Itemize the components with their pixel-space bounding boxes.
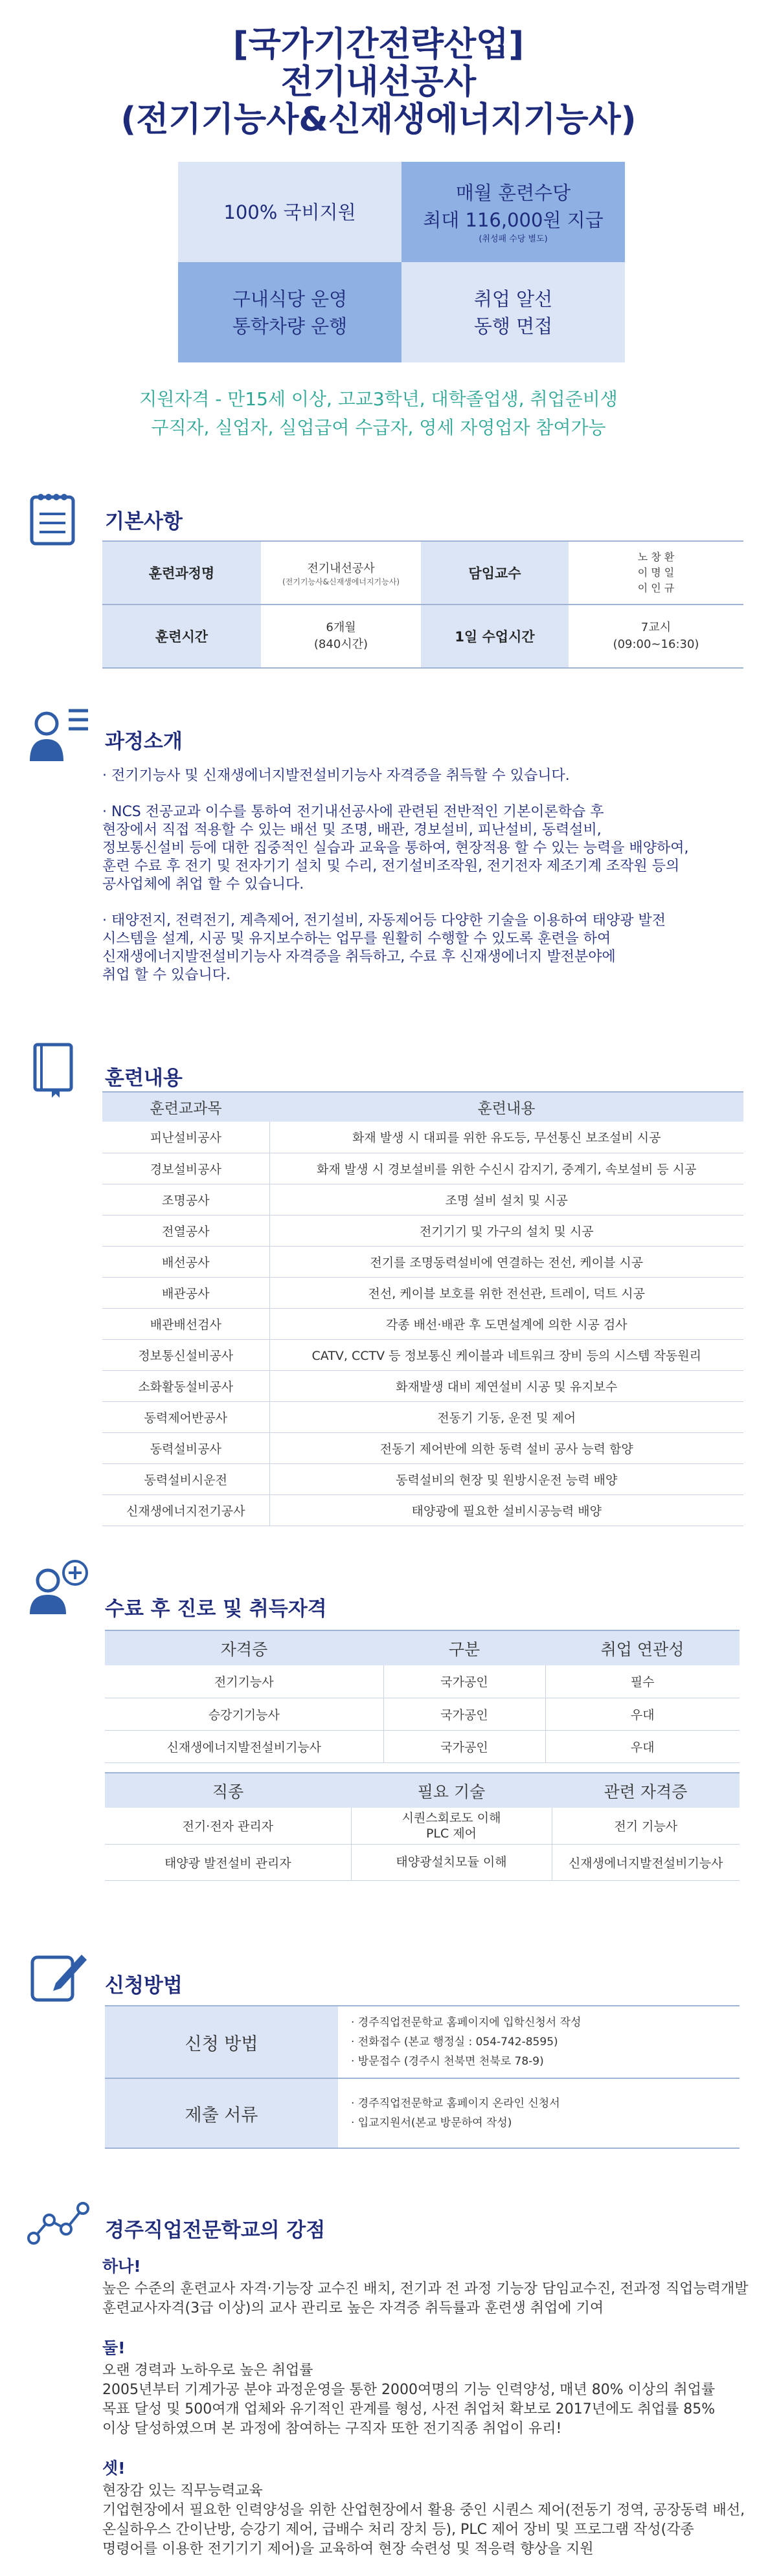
course-name-cell xyxy=(261,541,421,605)
training-content: 화재 발생 시 경보설비를 위한 수신시 감지기, 중계기, 속보설비 등 시공 xyxy=(269,1153,743,1184)
training-row xyxy=(102,1122,743,1153)
intro-bullet: · 전기기능사 및 신재생에너지발전설비기능사 자격증을 취득할 수 있습니다. xyxy=(102,768,570,784)
training-table xyxy=(102,1091,743,1526)
training-content: 전선, 케이블 보호를 위한 전선관, 트레이, 덕트 시공 xyxy=(269,1277,743,1308)
professor-name: 노 창 환 xyxy=(637,551,675,563)
training-row xyxy=(102,1370,743,1401)
job-skill xyxy=(351,1808,552,1844)
cert-name: 전기기능사 xyxy=(105,1665,383,1698)
training-col-subject: 훈련교과목 xyxy=(102,1092,269,1122)
cert-name: 신재생에너지발전설비기능사 xyxy=(105,1730,383,1762)
intro-section-title: 과정소개 xyxy=(105,730,183,753)
header-title-line1: [국가기간전략산업] xyxy=(232,25,525,64)
job-row xyxy=(105,1808,740,1844)
apply-table xyxy=(105,2005,740,2149)
basic-section-title: 기본사항 xyxy=(105,510,183,533)
apply-docs-label: 제출 서류 xyxy=(105,2078,338,2148)
training-row xyxy=(102,1153,743,1184)
cert-name: 승강기기능사 xyxy=(105,1698,383,1730)
professor-label: 담임교수 xyxy=(421,541,569,605)
add-person-icon xyxy=(26,1560,91,1616)
eligibility-line1: 지원자격 - 만15세 이상, 고교3학년, 대학졸업생, 취업준비생 xyxy=(139,388,618,410)
training-subject: 피난설비공사 xyxy=(102,1122,269,1153)
apply-section-title: 신청방법 xyxy=(105,1974,183,1997)
training-subject: 배관공사 xyxy=(102,1277,269,1308)
training-row xyxy=(102,1401,743,1432)
job-col-job: 직종 xyxy=(105,1773,351,1808)
training-row xyxy=(102,1246,743,1277)
training-subject: 소화활동설비공사 xyxy=(102,1370,269,1401)
duration-sub: (840시간) xyxy=(313,638,368,651)
certificate-table xyxy=(105,1630,740,1763)
duration-label: 훈련시간 xyxy=(102,605,261,668)
benefit-job-line2: 동행 면접 xyxy=(473,315,553,337)
intro-bullet: · 태양전지, 전력전기, 계측제어, 전기설비, 자동제어등 다양한 기술을 이용하여 태양광 발전 시스템을 설계, 시공 및 유지보수하는 업무를 원활히 수행할 수 있도록 훈련을 하여 신재생에너지발전설비기능사 자격증을 취득하고, 수료 후 신재생에너지 발전분야에 취업 할 수 있습니다. xyxy=(102,913,666,983)
strength-list xyxy=(102,2254,750,2576)
daily-hours-sub: (09:00~16:30) xyxy=(613,638,699,651)
apply-docs-item: · 입교지원서(본교 방문하여 작성) xyxy=(351,2116,512,2129)
training-row xyxy=(102,1432,743,1463)
training-content: 화재발생 대비 제연설비 시공 및 유지보수 xyxy=(269,1370,743,1401)
job-skill xyxy=(351,1844,552,1880)
course-name-sub: (전기기능사&신재생에너지기능사) xyxy=(282,577,400,586)
benefit-allowance-note: (취성패 수당 별도) xyxy=(479,234,548,244)
trend-chart-icon xyxy=(27,2201,89,2246)
strength-body: 오랜 경력과 노하우로 높은 취업률 2005년부터 기계가공 분야 과정운영을 통한 2000여명의 기능 인력양성, 매년 80% 이상의 취업률 목표 달성 및 500여개 업체와 유기적인 관계를 형성, 사전 취업처 확보로 2017년에도 취업률 85% 이상 달성하였으며 본 과정에 참여하는 구직자 또한 전기직종 취업이 유리! xyxy=(102,2362,716,2437)
benefit-cafeteria-line1: 구내식당 운영 xyxy=(232,287,348,310)
job-skill-line: 태양광설치모듈 이해 xyxy=(396,1855,507,1869)
training-subject: 배관배선검사 xyxy=(102,1308,269,1339)
job-cert: 전기 기능사 xyxy=(552,1808,740,1844)
eligibility-line2: 구직자, 실업자, 실업급여 수급자, 영세 자영업자 참여가능 xyxy=(151,417,606,438)
professor-name: 이 명 일 xyxy=(637,566,675,579)
training-row xyxy=(102,1184,743,1215)
benefit-allowance-line2: 최대 116,000원 지급 xyxy=(423,208,604,231)
benefit-grid xyxy=(178,162,625,362)
cert-relevance: 우대 xyxy=(545,1698,740,1730)
job-col-cert: 관련 자격증 xyxy=(552,1773,740,1808)
training-subject: 동력설비공사 xyxy=(102,1432,269,1463)
training-row xyxy=(102,1215,743,1246)
training-row xyxy=(102,1277,743,1308)
intro-bullet: · NCS 전공교과 이수를 통하여 전기내선공사에 관련된 전반적인 기본이론학습 후 현장에서 직접 적용할 수 있는 배선 및 조명, 배관, 경보설비, 피난설비, 동력설비, 정보통신설비 등에 대한 집중적인 실습과 교육을 통하여, 현장적용 할 수 있는 능력을 배양하여, 훈련 수료 후 전기 및 전자기기 설치 및 수리, 전기설비조작원, 전기전자 제조기계 조작원 등의 공사업체에 취업 할 수 있습니다. xyxy=(102,804,689,893)
apply-method-item: · 방문접수 (경주시 천북면 천북로 78-9) xyxy=(351,2055,544,2068)
teacher-icon xyxy=(26,705,91,764)
job-col-skill: 필요 기술 xyxy=(351,1773,552,1808)
apply-docs-cell xyxy=(338,2078,740,2148)
benefit-allowance-line1: 매월 훈련수당 xyxy=(455,181,571,204)
benefit-job-line1: 취업 알선 xyxy=(473,287,553,310)
book-icon xyxy=(32,1042,75,1098)
professor-cell xyxy=(569,541,743,605)
daily-hours-value: 7교시 xyxy=(640,621,672,634)
cert-relevance: 우대 xyxy=(545,1730,740,1762)
training-content: 조명 설비 설치 및 시공 xyxy=(269,1184,743,1215)
job-row xyxy=(105,1844,740,1880)
course-name-label: 훈련과정명 xyxy=(102,541,261,605)
training-subject: 전열공사 xyxy=(102,1215,269,1246)
benefit-job xyxy=(401,262,625,362)
cert-relevance: 필수 xyxy=(545,1665,740,1698)
duration-cell xyxy=(261,605,421,668)
daily-hours-label: 1일 수업시간 xyxy=(421,605,569,668)
career-section-title: 수료 후 진로 및 취득자격 xyxy=(105,1597,327,1621)
training-subject: 동력설비시운전 xyxy=(102,1463,269,1494)
training-content: 화재 발생 시 대피를 위한 유도등, 무선통신 보조설비 시공 xyxy=(269,1122,743,1153)
training-section-title: 훈련내용 xyxy=(105,1067,183,1090)
duration-value: 6개월 xyxy=(326,621,356,634)
apply-docs-item: · 경주직업전문학교 홈페이지 온라인 신청서 xyxy=(351,2097,560,2110)
cert-type: 국가공인 xyxy=(383,1665,545,1698)
certificate-row xyxy=(105,1730,740,1762)
strength-body: 현장감 있는 직무능력교육 기업현장에서 필요한 인력양성을 위한 산업현장에서 활용 중인 시퀀스 제어(전동기 정역, 공장동력 배선, 온실하우스 간이난방, 승강기 제어, 급배수 처리 장치 등), PLC 제어 장비 및 프로그램 작성(각종 명령어를 이용한 전기기기 제어)을 교육하여 현장 숙련성 및 적응력 향상을 지원 xyxy=(102,2483,745,2557)
job-cert: 신재생에너지발전설비기능사 xyxy=(552,1844,740,1880)
apply-method-label: 신청 방법 xyxy=(105,2006,338,2078)
apply-method-cell xyxy=(338,2006,740,2078)
training-content: 전기기기 및 가구의 설치 및 시공 xyxy=(269,1215,743,1246)
benefit-tuition xyxy=(178,162,401,262)
cert-type: 국가공인 xyxy=(383,1730,545,1762)
apply-method-item: · 전화접수 (본교 행정실 : 054-742-8595) xyxy=(351,2036,558,2049)
strength-body: 높은 수준의 훈련교사 자격·기능장 교수진 배치, 전기과 전 과정 기능장 담임교수진, 전과정 직업능력개발 훈련교사자격(3급 이상)의 교사 관리로 높은 자격증 취득률과 훈련생 취업에 기여 xyxy=(102,2281,749,2316)
apply-method-item: · 경주직업전문학교 홈페이지에 입학신청서 작성 xyxy=(351,2016,582,2029)
training-row xyxy=(102,1494,743,1526)
intro-bullets xyxy=(102,767,750,1003)
edit-pen-icon xyxy=(30,1948,88,2004)
course-name-value: 전기내선공사 xyxy=(307,561,375,575)
benefit-cafeteria-line2: 통학차량 운행 xyxy=(232,315,348,337)
daily-hours-cell xyxy=(569,605,743,668)
training-subject: 조명공사 xyxy=(102,1184,269,1215)
training-row xyxy=(102,1308,743,1339)
strength-head: 셋! xyxy=(102,2459,126,2478)
cert-type: 국가공인 xyxy=(383,1698,545,1730)
header-title-line2: 전기내선공사 xyxy=(280,63,477,102)
job-name: 태양광 발전설비 관리자 xyxy=(105,1844,351,1880)
training-subject: 정보통신설비공사 xyxy=(102,1339,269,1370)
certificate-row xyxy=(105,1665,740,1698)
strength-section-title: 경주직업전문학교의 강점 xyxy=(105,2219,326,2242)
benefit-cafeteria xyxy=(178,262,401,362)
certificate-row xyxy=(105,1698,740,1730)
cert-col-name: 자격증 xyxy=(105,1630,383,1665)
training-content: 각종 배선·배관 후 도면설계에 의한 시공 검사 xyxy=(269,1308,743,1339)
training-content: 전동기 제어반에 의한 동력 설비 공사 능력 함양 xyxy=(269,1432,743,1463)
benefit-allowance xyxy=(401,162,625,262)
strength-head: 둘! xyxy=(102,2338,126,2357)
job-name: 전기·전자 관리자 xyxy=(105,1808,351,1844)
benefit-tuition-text: 100% 국비지원 xyxy=(223,201,356,223)
header-title-line3: (전기기능사&신재생에너지기능사) xyxy=(120,100,637,139)
basic-info-table xyxy=(102,540,743,669)
training-row xyxy=(102,1339,743,1370)
training-content: CATV, CCTV 등 정보통신 케이블과 네트워크 장비 등의 시스템 작동원리 xyxy=(269,1339,743,1370)
training-subject: 신재생에너지전기공사 xyxy=(102,1494,269,1526)
training-subject: 경보설비공사 xyxy=(102,1153,269,1184)
cert-col-relevance: 취업 연관성 xyxy=(545,1630,740,1665)
job-table xyxy=(105,1772,740,1881)
cert-col-type: 구분 xyxy=(383,1630,545,1665)
job-skill-line: PLC 제어 xyxy=(425,1826,477,1841)
training-content: 전동기 기동, 운전 및 제어 xyxy=(269,1401,743,1432)
clipboard-icon xyxy=(29,491,76,546)
training-content: 동력설비의 현장 및 원방시운전 능력 배양 xyxy=(269,1463,743,1494)
training-content: 태양광에 필요한 설비시공능력 배양 xyxy=(269,1494,743,1526)
training-content: 전기를 조명동력설비에 연결하는 전선, 케이블 시공 xyxy=(269,1246,743,1277)
strength-head: 하나! xyxy=(102,2257,141,2276)
training-col-content: 훈련내용 xyxy=(269,1092,743,1122)
training-row xyxy=(102,1463,743,1494)
job-skill-line: 시퀀스회로도 이해 xyxy=(401,1810,501,1825)
training-subject: 배선공사 xyxy=(102,1246,269,1277)
professor-name: 이 인 규 xyxy=(637,582,675,594)
training-subject: 동력제어반공사 xyxy=(102,1401,269,1432)
